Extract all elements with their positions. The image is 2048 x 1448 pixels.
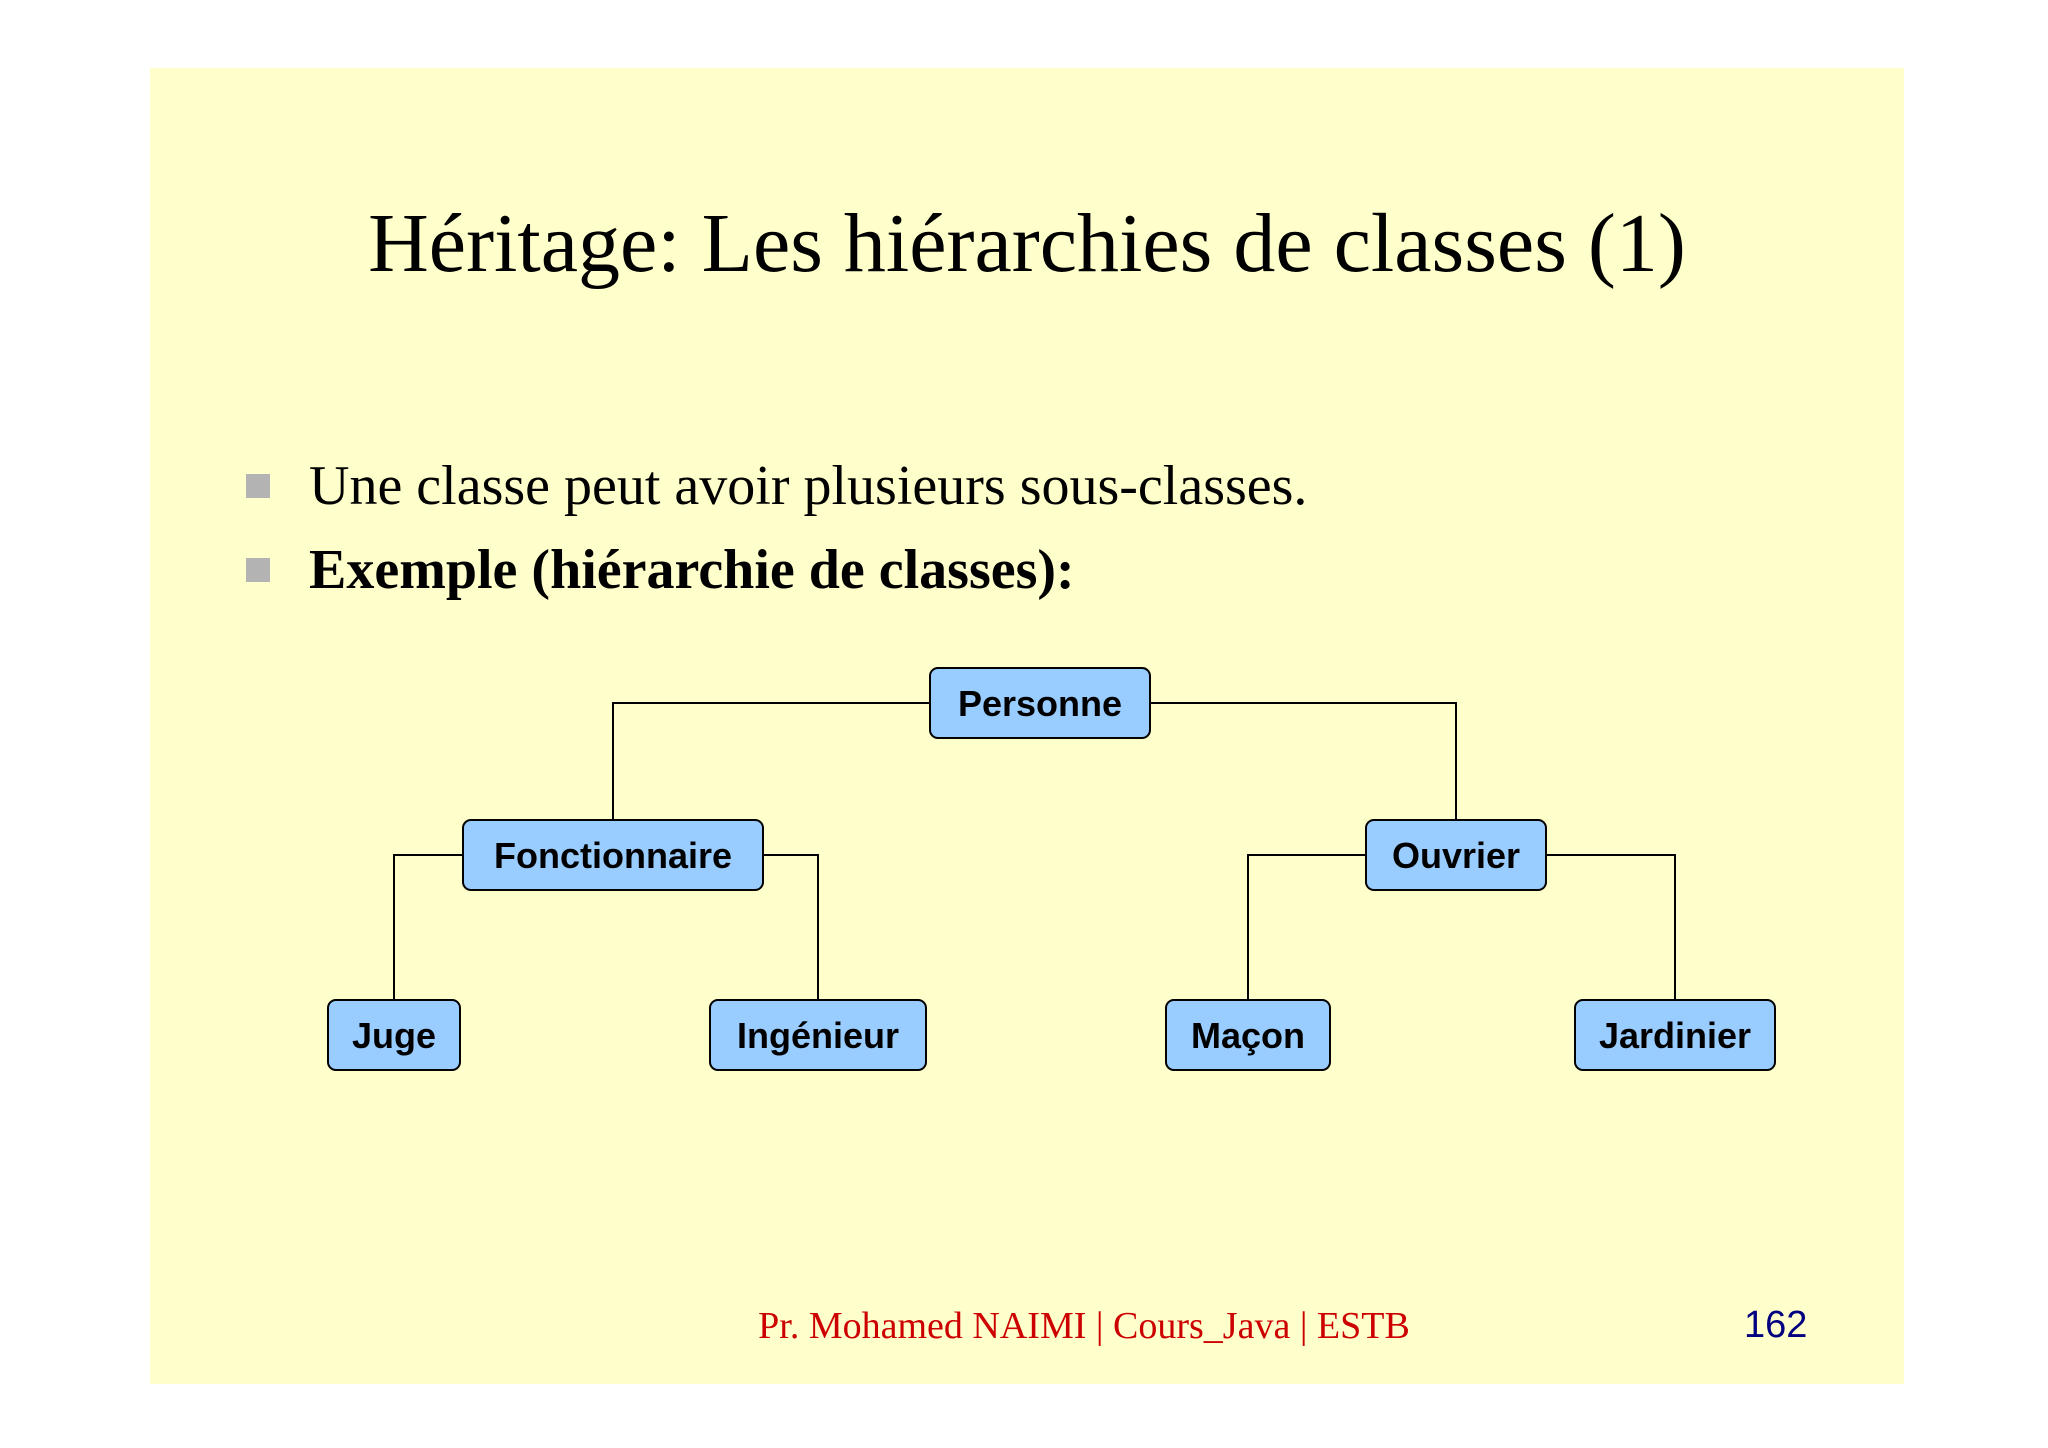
node-label: Jardinier bbox=[1598, 1015, 1752, 1056]
slide-title: Héritage: Les hiérarchies de classes (1) bbox=[368, 197, 1686, 290]
edge-left-child-b bbox=[763, 855, 818, 1000]
node-root bbox=[930, 668, 1150, 738]
class-hierarchy-diagram bbox=[150, 68, 1904, 1384]
edge-left-child-a bbox=[394, 855, 463, 1000]
edge-right-child-b bbox=[1546, 855, 1675, 1000]
node-label: Fonctionnaire bbox=[493, 835, 733, 876]
edge-root-left bbox=[613, 703, 930, 820]
node-label: Maçon bbox=[1190, 1015, 1306, 1056]
slide bbox=[150, 68, 1904, 1384]
node-label: Juge bbox=[351, 1015, 437, 1056]
node-right-parent bbox=[1366, 820, 1546, 890]
bullet-text: Exemple (hiérarchie de classes): bbox=[309, 539, 1075, 601]
edge-right-child-a bbox=[1248, 855, 1366, 1000]
bullet-text: Une classe peut avoir plusieurs sous-classes. bbox=[309, 455, 1308, 517]
edge-root-right bbox=[1150, 703, 1456, 820]
node-right-child-b bbox=[1575, 1000, 1775, 1070]
node-right-child-a bbox=[1166, 1000, 1330, 1070]
node-left-child-b bbox=[710, 1000, 926, 1070]
node-left-parent bbox=[463, 820, 763, 890]
node-left-child-a bbox=[328, 1000, 460, 1070]
node-label: Ingénieur bbox=[736, 1015, 900, 1056]
node-label: Personne bbox=[957, 683, 1123, 724]
slide-footer: Pr. Mohamed NAIMI | Cours_Java | ESTB bbox=[758, 1305, 1410, 1347]
page-number: 162 bbox=[1744, 1304, 1808, 1346]
node-label: Ouvrier bbox=[1391, 835, 1521, 876]
